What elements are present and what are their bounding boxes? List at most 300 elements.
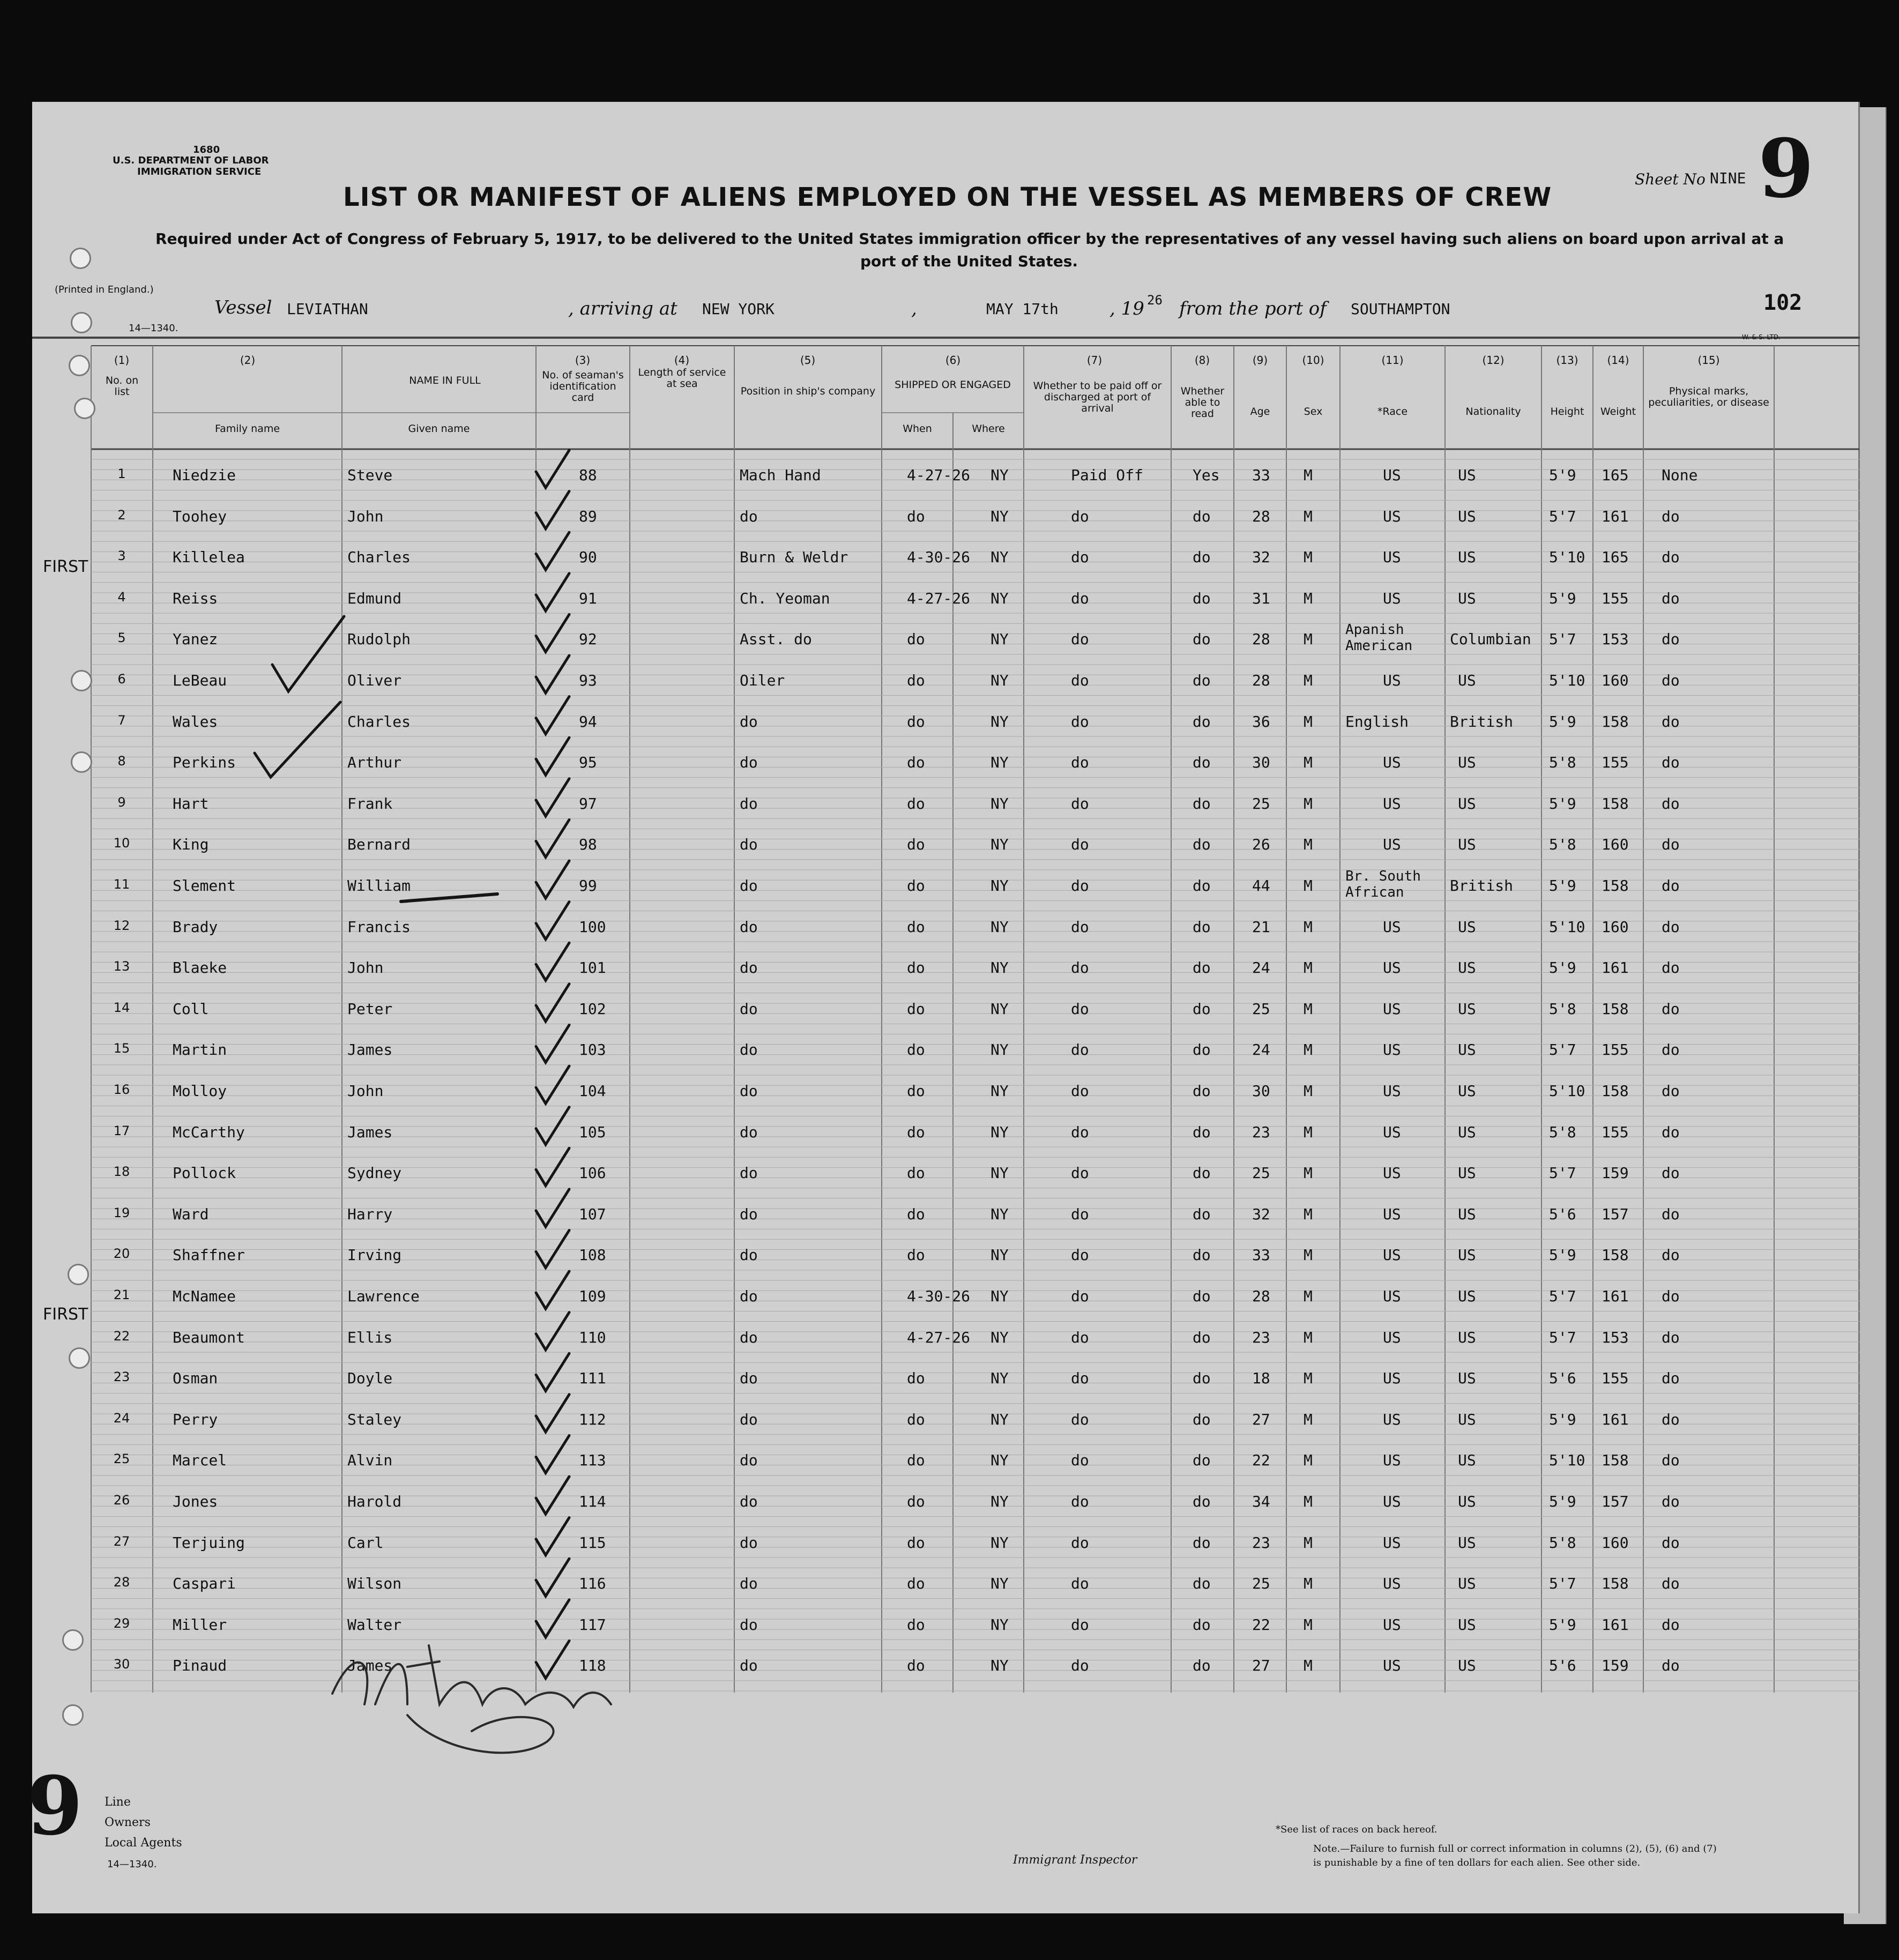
col-name-in-full: NAME IN FULL <box>409 375 481 386</box>
cell-sex: M <box>1304 918 1313 936</box>
sheet-label: Sheet No <box>1635 170 1706 188</box>
cell-when: do <box>907 1410 925 1428</box>
cell-given: Doyle <box>347 1369 393 1388</box>
cell-no: 23 <box>113 1369 130 1385</box>
cell-no: 16 <box>113 1082 130 1097</box>
cell-no: 1 <box>117 466 126 481</box>
cell-weight: 155 <box>1602 754 1629 772</box>
cell-where: NY <box>991 877 1009 895</box>
cell-when: do <box>907 1575 925 1593</box>
cell-given: John <box>347 959 384 977</box>
cell-race: US <box>1383 507 1401 525</box>
cell-race: US <box>1383 589 1401 607</box>
cell-paid: do <box>1071 918 1089 936</box>
cell-physical: do <box>1662 1287 1680 1305</box>
column-number: (3) <box>575 354 591 367</box>
year-suffix: 26 <box>1147 293 1163 308</box>
cell-position: do <box>740 1287 758 1305</box>
cell-race: US <box>1383 1369 1401 1388</box>
cell-when: do <box>907 1493 925 1510</box>
cell-card: 92 <box>579 630 597 649</box>
cell-given: James <box>347 1041 393 1059</box>
cell-no: 12 <box>113 918 130 933</box>
cell-when: 4-27-26 <box>907 1328 971 1346</box>
cell-read: do <box>1193 1164 1211 1182</box>
binding-hole <box>62 1629 84 1651</box>
cell-read: do <box>1193 1410 1211 1428</box>
cell-family: Killelea <box>173 548 245 567</box>
cell-family: Molloy <box>173 1082 227 1100</box>
cell-read: do <box>1193 794 1211 813</box>
column-number: (2) <box>240 354 256 367</box>
cell-paid: do <box>1071 1410 1089 1428</box>
cell-height: 5'9 <box>1549 1493 1576 1510</box>
cell-nationality: British <box>1450 877 1514 895</box>
cell-height: 5'8 <box>1549 1533 1576 1552</box>
cell-given: James <box>347 1657 393 1675</box>
cell-paid: do <box>1071 1041 1089 1059</box>
cell-paid: do <box>1071 1369 1089 1388</box>
binding-hole <box>68 1264 89 1285</box>
cell-where: NY <box>991 1287 1009 1305</box>
cell-race: US <box>1383 1000 1401 1018</box>
cell-nationality: US <box>1458 1369 1476 1388</box>
cell-weight: 158 <box>1602 1082 1629 1100</box>
cell-nationality: US <box>1458 466 1476 484</box>
cell-family: Yanez <box>173 630 218 649</box>
cell-no: 22 <box>113 1328 130 1344</box>
cell-paid: do <box>1071 589 1089 607</box>
cell-weight: 158 <box>1602 712 1629 731</box>
cell-race: US <box>1383 918 1401 936</box>
fine-note-1: Note.—Failure to furnish full or correct information in columns (2), (5), (6) and (7) <box>1313 1843 1717 1854</box>
cell-paid: do <box>1071 836 1089 854</box>
cell-nationality: US <box>1458 959 1476 977</box>
col-sex: Sex <box>1304 406 1323 418</box>
cell-race: US <box>1383 1123 1401 1141</box>
cell-family: Shaffner <box>173 1246 245 1264</box>
cell-height: 5'9 <box>1549 589 1576 607</box>
cell-physical: do <box>1662 1533 1680 1552</box>
cell-nationality: US <box>1458 1533 1476 1552</box>
cell-nationality: US <box>1458 507 1476 525</box>
port-of-arrival: NEW YORK <box>702 300 775 318</box>
cell-given: Oliver <box>347 672 402 689</box>
cell-age: 28 <box>1252 507 1270 525</box>
cell-paid: do <box>1071 754 1089 772</box>
cell-nationality: Columbian <box>1450 630 1531 649</box>
cell-position: Ch. Yeoman <box>740 589 830 607</box>
column-number: (4) <box>674 354 690 367</box>
cell-position: do <box>740 1328 758 1346</box>
cell-where: NY <box>991 507 1009 525</box>
cell-card: 89 <box>579 507 597 525</box>
margin-note-first: FIRST <box>43 1305 88 1324</box>
cell-sex: M <box>1304 794 1313 813</box>
cell-read: do <box>1193 1082 1211 1100</box>
cell-no: 24 <box>113 1410 130 1426</box>
cell-paid: do <box>1071 712 1089 731</box>
col-able-read: Whether able to read <box>1180 385 1225 420</box>
col-height: Height <box>1550 406 1584 418</box>
cell-when: do <box>907 1533 925 1552</box>
cell-where: NY <box>991 959 1009 977</box>
cell-physical: do <box>1662 1000 1680 1018</box>
cell-no: 6 <box>117 672 126 687</box>
cell-no: 7 <box>117 712 126 728</box>
column-number: (9) <box>1252 354 1268 367</box>
cell-weight: 159 <box>1602 1657 1629 1675</box>
cell-height: 5'9 <box>1549 1410 1576 1428</box>
cell-height: 5'10 <box>1549 1082 1585 1100</box>
cell-physical: do <box>1662 959 1680 977</box>
cell-age: 23 <box>1252 1123 1270 1141</box>
cell-height: 5'9 <box>1549 877 1576 895</box>
cell-card: 104 <box>579 1082 606 1100</box>
col-length-service: Length of service at sea <box>638 367 726 390</box>
cell-position: do <box>740 1082 758 1100</box>
cell-race: US <box>1383 1493 1401 1510</box>
cell-age: 28 <box>1252 1287 1270 1305</box>
cell-family: Ward <box>173 1205 209 1223</box>
col-id-card: No. of seaman's identification card <box>542 369 624 404</box>
cell-when: 4-30-26 <box>907 548 971 567</box>
cell-paid: do <box>1071 1164 1089 1182</box>
cell-age: 25 <box>1252 1000 1270 1018</box>
cell-height: 5'6 <box>1549 1205 1576 1223</box>
cell-where: NY <box>991 589 1009 607</box>
cell-height: 5'7 <box>1549 630 1576 649</box>
cell-family: Pinaud <box>173 1657 227 1675</box>
cell-height: 5'9 <box>1549 794 1576 813</box>
cell-sex: M <box>1304 754 1313 772</box>
cell-sex: M <box>1304 507 1313 525</box>
cell-no: 18 <box>113 1164 130 1180</box>
fine-note-2: is punishable by a fine of ten dollars for each alien. See other side. <box>1313 1857 1641 1868</box>
cell-family: Martin <box>173 1041 227 1059</box>
cell-paid: do <box>1071 1246 1089 1264</box>
cell-age: 27 <box>1252 1410 1270 1428</box>
cell-no: 11 <box>113 877 130 892</box>
cell-paid: do <box>1071 877 1089 895</box>
cell-family: Slement <box>173 877 236 895</box>
cell-nationality: US <box>1458 1493 1476 1510</box>
cell-physical: do <box>1662 589 1680 607</box>
cell-card: 113 <box>579 1451 606 1470</box>
cell-nationality: US <box>1458 1287 1476 1305</box>
cell-physical: do <box>1662 1657 1680 1675</box>
cell-card: 114 <box>579 1493 606 1510</box>
column-number: (13) <box>1556 354 1578 367</box>
cell-age: 32 <box>1252 1205 1270 1223</box>
cell-nationality: US <box>1458 1082 1476 1100</box>
cell-height: 5'7 <box>1549 1575 1576 1593</box>
cell-position: do <box>740 1533 758 1552</box>
cell-nationality: US <box>1458 836 1476 854</box>
cell-no: 15 <box>113 1041 130 1056</box>
cell-weight: 160 <box>1602 672 1629 689</box>
cell-where: NY <box>991 794 1009 813</box>
table-grid <box>32 102 1860 1913</box>
cell-physical: do <box>1662 1246 1680 1264</box>
cell-where: NY <box>991 1164 1009 1182</box>
cell-where: NY <box>991 1657 1009 1675</box>
cell-paid: do <box>1071 1000 1089 1018</box>
vessel-name: LEVIATHAN <box>287 300 368 318</box>
cell-no: 2 <box>117 507 126 523</box>
column-number: (10) <box>1302 354 1324 367</box>
cell-race: US <box>1383 1082 1401 1100</box>
cell-card: 105 <box>579 1123 606 1141</box>
cell-nationality: US <box>1458 1164 1476 1182</box>
cell-race: US <box>1383 1533 1401 1552</box>
column-number: (14) <box>1607 354 1629 367</box>
cell-age: 34 <box>1252 1493 1270 1510</box>
year-prefix: , 19 <box>1109 298 1144 319</box>
cell-race: US <box>1383 1246 1401 1264</box>
cell-family: Coll <box>173 1000 209 1018</box>
cell-family: Pollock <box>173 1164 236 1182</box>
cell-height: 5'7 <box>1549 507 1576 525</box>
cell-position: do <box>740 1000 758 1018</box>
cell-where: NY <box>991 1205 1009 1223</box>
cell-paid: do <box>1071 1615 1089 1634</box>
cell-nationality: US <box>1458 1328 1476 1346</box>
cell-height: 5'9 <box>1549 1615 1576 1634</box>
cell-given: Charles <box>347 712 411 731</box>
cell-nationality: US <box>1458 1615 1476 1634</box>
cell-race: US <box>1383 1287 1401 1305</box>
cell-sex: M <box>1304 1493 1313 1510</box>
cell-when: do <box>907 1041 925 1059</box>
cell-height: 5'8 <box>1549 754 1576 772</box>
cell-position: do <box>740 1493 758 1510</box>
cell-card: 107 <box>579 1205 606 1223</box>
binding-hole <box>74 398 95 419</box>
cell-where: NY <box>991 1369 1009 1388</box>
cell-given: Frank <box>347 794 393 813</box>
cell-physical: do <box>1662 1369 1680 1388</box>
cell-physical: do <box>1662 1041 1680 1059</box>
cell-sex: M <box>1304 589 1313 607</box>
cell-read: do <box>1193 1328 1211 1346</box>
cell-no: 27 <box>113 1533 130 1549</box>
cell-family: Toohey <box>173 507 227 525</box>
cell-read: do <box>1193 589 1211 607</box>
cell-physical: do <box>1662 548 1680 567</box>
cell-height: 5'8 <box>1549 1000 1576 1018</box>
cell-family: Miller <box>173 1615 227 1634</box>
cell-sex: M <box>1304 1451 1313 1470</box>
cell-given: William <box>347 877 411 895</box>
cell-where: NY <box>991 1615 1009 1634</box>
cell-physical: do <box>1662 836 1680 854</box>
cell-sex: M <box>1304 672 1313 689</box>
cell-height: 5'7 <box>1549 1328 1576 1346</box>
cell-where: NY <box>991 1000 1009 1018</box>
cell-when: do <box>907 712 925 731</box>
col-where: Where <box>972 423 1005 435</box>
cell-position: do <box>740 1657 758 1675</box>
col-position: Position in ship's company <box>740 385 876 397</box>
cell-when: do <box>907 1246 925 1264</box>
cell-race: US <box>1383 1041 1401 1059</box>
vessel-label: Vessel <box>214 297 272 318</box>
cell-position: do <box>740 1451 758 1470</box>
cell-read: do <box>1193 1369 1211 1388</box>
cell-no: 5 <box>117 630 126 646</box>
cell-read: do <box>1193 1533 1211 1552</box>
cell-read: do <box>1193 1000 1211 1018</box>
race-note: *See list of races on back hereof. <box>1276 1824 1438 1835</box>
col-nationality: Nationality <box>1465 406 1521 418</box>
cell-when: 4-27-26 <box>907 589 971 607</box>
cell-physical: do <box>1662 1575 1680 1593</box>
cell-when: do <box>907 1205 925 1223</box>
column-number: (12) <box>1482 354 1505 367</box>
cell-paid: do <box>1071 959 1089 977</box>
cell-paid: do <box>1071 1575 1089 1593</box>
binding-hole <box>71 751 92 773</box>
department: U.S. DEPARTMENT OF LABOR <box>113 155 269 166</box>
column-number: (1) <box>114 354 130 367</box>
col-when: When <box>903 423 932 435</box>
printed-note: (Printed in England.) <box>55 284 154 295</box>
cell-read: do <box>1193 1657 1211 1675</box>
cell-age: 30 <box>1252 754 1270 772</box>
cell-given: John <box>347 507 384 525</box>
cell-when: do <box>907 1164 925 1182</box>
cell-age: 44 <box>1252 877 1270 895</box>
cell-given: Peter <box>347 1000 393 1018</box>
footer-line: Line <box>105 1795 131 1809</box>
cell-read: do <box>1193 836 1211 854</box>
cell-age: 24 <box>1252 1041 1270 1059</box>
cell-physical: do <box>1662 1328 1680 1346</box>
cell-no: 17 <box>113 1123 130 1138</box>
cell-position: do <box>740 1123 758 1141</box>
cell-when: do <box>907 1123 925 1141</box>
cell-age: 33 <box>1252 466 1270 484</box>
cell-height: 5'6 <box>1549 1657 1576 1675</box>
cell-when: do <box>907 754 925 772</box>
cell-card: 112 <box>579 1410 606 1428</box>
cell-race: US <box>1383 754 1401 772</box>
cell-no: 28 <box>113 1575 130 1590</box>
cell-weight: 158 <box>1602 1575 1629 1593</box>
cell-weight: 153 <box>1602 630 1629 649</box>
cell-age: 23 <box>1252 1533 1270 1552</box>
cell-when: do <box>907 1615 925 1634</box>
cell-weight: 158 <box>1602 1246 1629 1264</box>
cell-position: do <box>740 754 758 772</box>
cell-sex: M <box>1304 1533 1313 1552</box>
cell-when: do <box>907 507 925 525</box>
cell-position: do <box>740 918 758 936</box>
cell-weight: 161 <box>1602 959 1629 977</box>
cell-age: 26 <box>1252 836 1270 854</box>
cell-weight: 158 <box>1602 1451 1629 1470</box>
cell-position: Burn & Weldr <box>740 548 848 567</box>
cell-sex: M <box>1304 712 1313 731</box>
cell-no: 30 <box>113 1657 130 1672</box>
cell-read: Yes <box>1193 466 1220 484</box>
cell-sex: M <box>1304 1615 1313 1634</box>
cell-race: Br. South African <box>1345 868 1421 900</box>
cell-when: do <box>907 794 925 813</box>
cell-physical: do <box>1662 1615 1680 1634</box>
cell-no: 26 <box>113 1493 130 1508</box>
cell-given: Charles <box>347 548 411 567</box>
cell-card: 93 <box>579 672 597 689</box>
cell-read: do <box>1193 1205 1211 1223</box>
sheet-digit: 9 <box>1758 122 1814 216</box>
form-id: 1680 <box>193 144 220 155</box>
cell-read: do <box>1193 548 1211 567</box>
cell-weight: 157 <box>1602 1493 1629 1510</box>
cell-given: Harry <box>347 1205 393 1223</box>
cell-position: do <box>740 877 758 895</box>
col-given-name: Given name <box>408 423 470 435</box>
cell-sex: M <box>1304 1369 1313 1388</box>
cell-nationality: US <box>1458 672 1476 689</box>
cell-paid: do <box>1071 1287 1089 1305</box>
cell-read: do <box>1193 507 1211 525</box>
cell-where: NY <box>991 1082 1009 1100</box>
cell-position: do <box>740 712 758 731</box>
cell-sex: M <box>1304 1246 1313 1264</box>
cell-physical: do <box>1662 918 1680 936</box>
binding-hole <box>71 670 92 691</box>
cell-given: Arthur <box>347 754 402 772</box>
cell-weight: 160 <box>1602 1533 1629 1552</box>
cell-read: do <box>1193 1287 1211 1305</box>
cell-card: 98 <box>579 836 597 854</box>
cell-when: do <box>907 1369 925 1388</box>
cell-nationality: US <box>1458 1123 1476 1141</box>
page-edge-2 <box>1858 107 1873 1924</box>
cell-no: 3 <box>117 548 126 564</box>
cell-where: NY <box>991 630 1009 649</box>
binding-hole <box>71 312 92 333</box>
cell-physical: do <box>1662 712 1680 731</box>
cell-no: 29 <box>113 1615 130 1631</box>
cell-paid: do <box>1071 794 1089 813</box>
cell-card: 88 <box>579 466 597 484</box>
cell-physical: do <box>1662 1123 1680 1141</box>
cell-when: do <box>907 877 925 895</box>
cell-family: Marcel <box>173 1451 227 1470</box>
cell-family: McCarthy <box>173 1123 245 1141</box>
cell-weight: 161 <box>1602 507 1629 525</box>
cell-card: 117 <box>579 1615 606 1634</box>
cell-age: 22 <box>1252 1615 1270 1634</box>
cell-position: Asst. do <box>740 630 812 649</box>
cell-weight: 160 <box>1602 836 1629 854</box>
cell-sex: M <box>1304 836 1313 854</box>
document-title: LIST OR MANIFEST OF ALIENS EMPLOYED ON THE VESSEL AS MEMBERS OF CREW <box>343 182 1552 212</box>
col-race: *Race <box>1377 406 1408 418</box>
cell-nationality: US <box>1458 1205 1476 1223</box>
cell-card: 102 <box>579 1000 606 1018</box>
cell-physical: do <box>1662 1205 1680 1223</box>
cell-when: do <box>907 918 925 936</box>
cell-weight: 165 <box>1602 466 1629 484</box>
cell-sex: M <box>1304 1205 1313 1223</box>
cell-family: Perkins <box>173 754 236 772</box>
cell-when: do <box>907 836 925 854</box>
cell-physical: do <box>1662 794 1680 813</box>
